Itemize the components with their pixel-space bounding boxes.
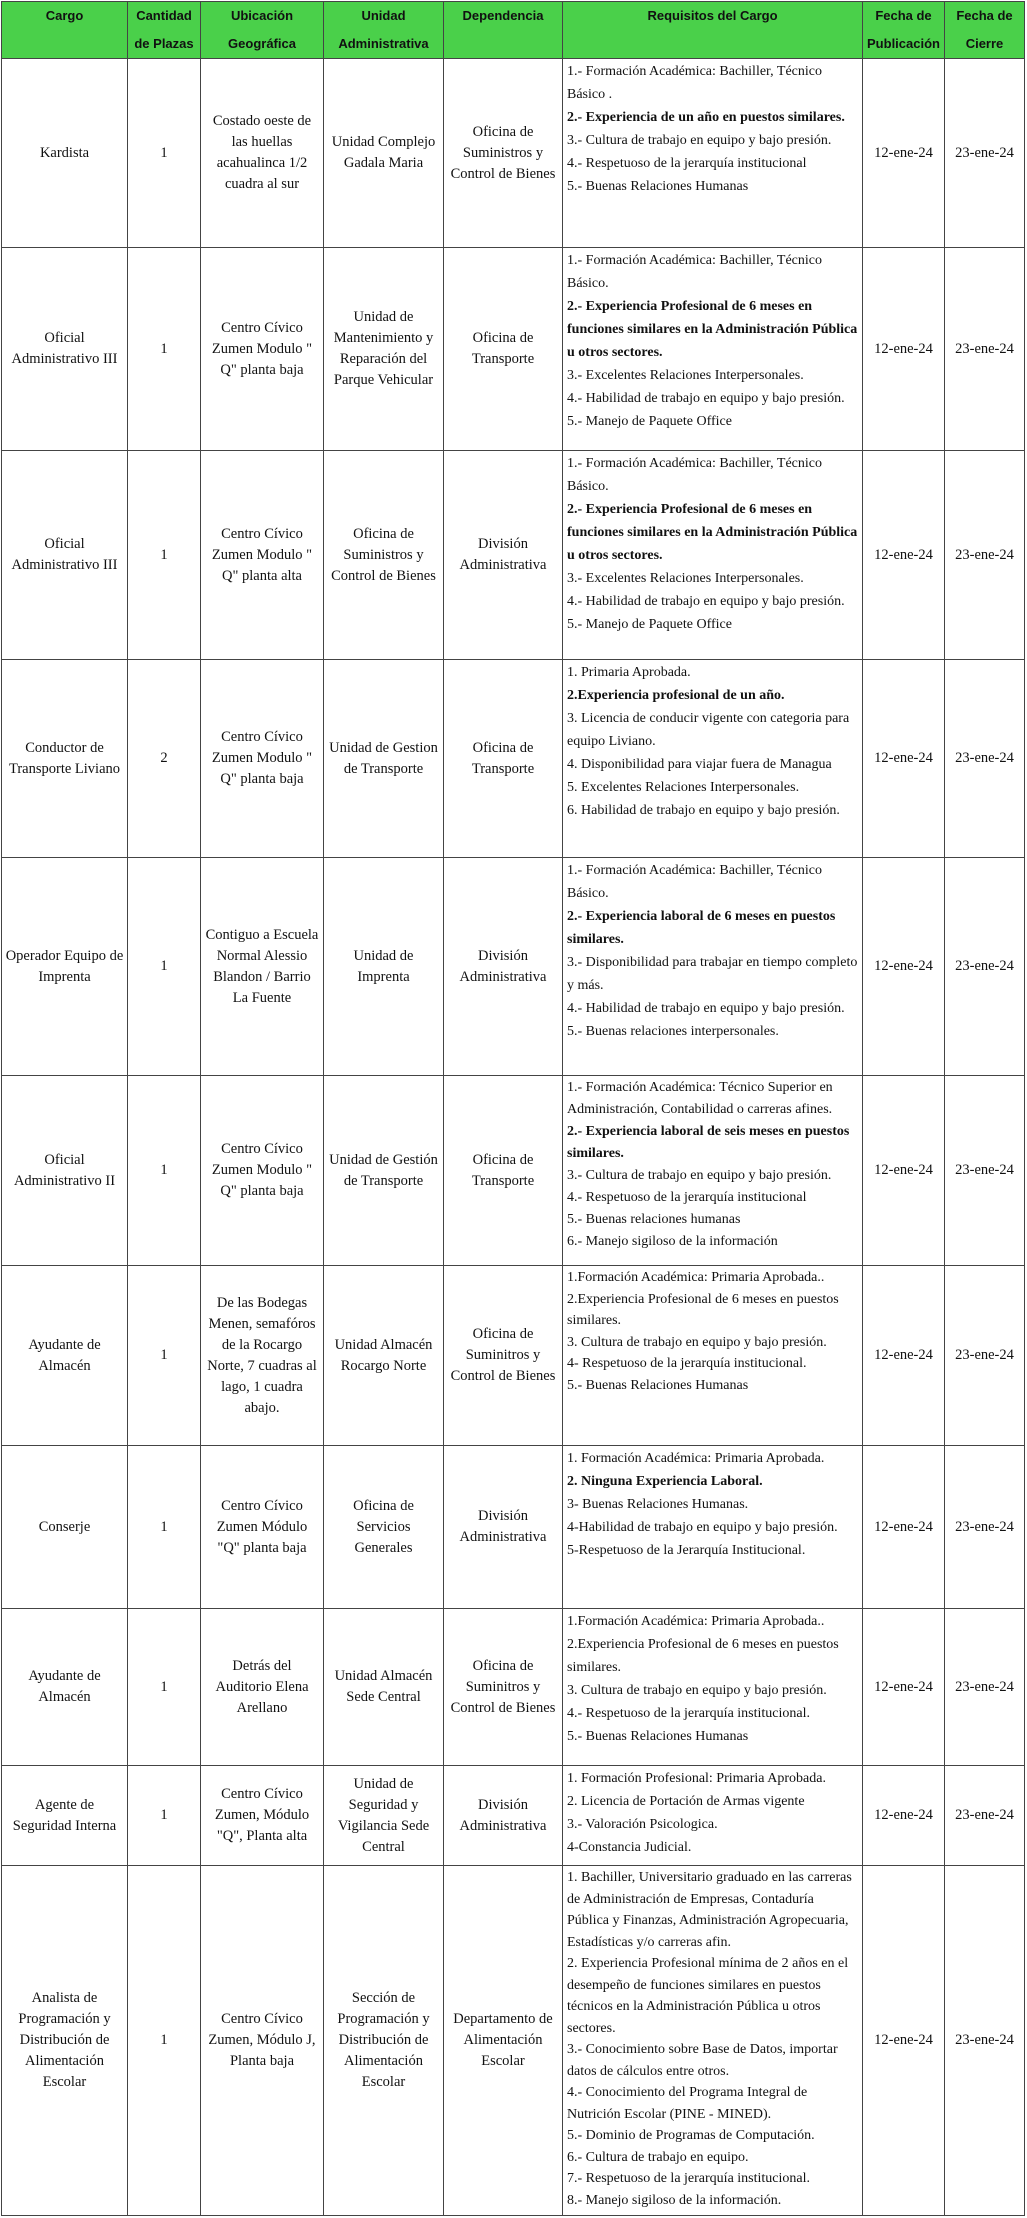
requirement-line: 2.- Experiencia laboral de seis meses en puestos similares. [567, 1124, 850, 1161]
cell-dependencia: División Administrativa [444, 451, 563, 660]
requirement-line: 4.- Habilidad de trabajo en equipo y bajo presión. [567, 594, 845, 609]
cell-cargo: Oficial Administrativo III [2, 248, 128, 451]
header-cargo: Cargo [2, 2, 128, 59]
cell-dependencia: Oficina de Suministros y Control de Bienes [444, 59, 563, 248]
cell-unidad: Sección de Programación y Distribución de Alimentación Escolar [324, 1866, 444, 2216]
cell-fecha-publicacion: 12-ene-24 [863, 248, 945, 451]
table-row [2, 1766, 1025, 1866]
cell-ubicacion: Centro Cívico Zumen Modulo " Q" planta alta [201, 451, 324, 660]
cell-cantidad: 1 [128, 1766, 201, 1866]
cell-unidad: Unidad de Gestion de Transporte [324, 660, 444, 858]
header-ubicacion: Ubicación Geográfica [201, 2, 324, 59]
header-requisitos: Requisitos del Cargo [563, 2, 863, 59]
cell-cantidad: 2 [128, 660, 201, 858]
table-row [2, 1446, 1025, 1609]
requirement-line: 5-Respetuoso de la Jerarquía Institucional. [567, 1543, 806, 1558]
cell-fecha-publicacion: 12-ene-24 [863, 1076, 945, 1266]
cell-ubicacion: Centro Cívico Zumen, Módulo J, Planta baja [201, 1866, 324, 2216]
cell-cantidad: 1 [128, 1266, 201, 1446]
cell-cantidad: 1 [128, 248, 201, 451]
cell-cargo: Ayudante de Almacén [2, 1266, 128, 1446]
cell-cargo: Oficial Administrativo III [2, 451, 128, 660]
cell-fecha-publicacion: 12-ene-24 [863, 1609, 945, 1766]
cell-cargo: Conductor de Transporte Liviano [2, 660, 128, 858]
cell-fecha-cierre: 23-ene-24 [945, 1866, 1025, 2216]
requirement-line: 5.- Buenas Relaciones Humanas [567, 1377, 749, 1393]
cell-ubicacion: Detrás del Auditorio Elena Arellano [201, 1609, 324, 1766]
requirement-line: 3. Cultura de trabajo en equipo y bajo presión. [567, 1683, 827, 1698]
requirement-line: 1.- Formación Académica: Bachiller, Técnico Básico. [567, 253, 822, 291]
requirement-line: 2. Ninguna Experiencia Laboral. [567, 1474, 763, 1489]
requirement-line: 1. Formación Académica: Primaria Aprobada. [567, 1451, 825, 1466]
cell-fecha-publicacion: 12-ene-24 [863, 59, 945, 248]
cell-cantidad: 1 [128, 1446, 201, 1609]
cell-cargo: Ayudante de Almacén [2, 1609, 128, 1766]
table-row [2, 858, 1025, 1076]
cell-unidad: Unidad de Imprenta [324, 858, 444, 1076]
cell-ubicacion: Costado oeste de las huellas acahualinca 1/2 cuadra al sur [201, 59, 324, 248]
cell-cantidad: 1 [128, 858, 201, 1076]
requirement-line: 2.- Experiencia Profesional de 6 meses en funciones similares en la Administración Pública u otros sectores. [567, 299, 858, 360]
cell-cargo: Conserje [2, 1446, 128, 1609]
cell-dependencia: División Administrativa [444, 858, 563, 1076]
cell-unidad: Unidad Complejo Gadala Maria [324, 59, 444, 248]
requirement-line: 2.- Experiencia de un año en puestos similares. [567, 110, 845, 125]
cell-requisitos [563, 59, 863, 248]
requirement-line: 1.- Formación Académica: Bachiller, Técnico Básico. [567, 863, 822, 901]
requirement-line: 4.- Conocimiento del Programa Integral de Nutrición Escolar (PINE - MINED). [567, 2085, 808, 2122]
table-row [2, 1866, 1025, 2216]
cell-dependencia: Oficina de Transporte [444, 660, 563, 858]
requirement-line: 4.- Habilidad de trabajo en equipo y bajo presión. [567, 391, 845, 406]
cell-requisitos [563, 1766, 863, 1866]
table-row [2, 1076, 1025, 1266]
cell-dependencia: División Administrativa [444, 1766, 563, 1866]
requirement-line: 5.- Buenas relaciones interpersonales. [567, 1024, 779, 1039]
cell-requisitos [563, 1446, 863, 1609]
cell-fecha-publicacion: 12-ene-24 [863, 660, 945, 858]
cell-requisitos [563, 451, 863, 660]
cell-requisitos [563, 858, 863, 1076]
cell-cargo: Agente de Seguridad Interna [2, 1766, 128, 1866]
cell-requisitos [563, 660, 863, 858]
requirement-line: 3.- Excelentes Relaciones Interpersonales. [567, 368, 804, 383]
cell-fecha-cierre: 23-ene-24 [945, 1446, 1025, 1609]
requirement-line: 3.- Excelentes Relaciones Interpersonales. [567, 571, 804, 586]
cell-dependencia: Oficina de Suminitros y Control de Bienes [444, 1266, 563, 1446]
requirement-line: 1. Bachiller, Universitario graduado en las carreras de Administración de Empresas, Contaduría Pública y Finanzas, Administración Agropecuaria, Estadísticas y/o carreras afin. [567, 1870, 852, 1950]
table-row [2, 248, 1025, 451]
requirement-line: 5.- Manejo de Paquete Office [567, 414, 732, 429]
requirement-line: 5.- Manejo de Paquete Office [567, 617, 732, 632]
cell-unidad: Unidad de Mantenimiento y Reparación del Parque Vehicular [324, 248, 444, 451]
cell-fecha-publicacion: 12-ene-24 [863, 858, 945, 1076]
header-fecha-cierre: Fecha de Cierre [945, 2, 1025, 59]
requirement-line: 3. Licencia de conducir vigente con categoria para equipo Liviano. [567, 711, 850, 749]
cell-requisitos [563, 1076, 863, 1266]
header-row [2, 2, 1025, 59]
requirement-line: 2.Experiencia Profesional de 6 meses en puestos similares. [567, 1291, 839, 1328]
requirement-line: 7.- Respetuoso de la jerarquía institucional. [567, 2171, 810, 2186]
table-row [2, 660, 1025, 858]
cell-fecha-cierre: 23-ene-24 [945, 1766, 1025, 1866]
requirement-line: 6.- Manejo sigiloso de la información [567, 1234, 778, 1249]
cell-cargo: Oficial Administrativo II [2, 1076, 128, 1266]
cell-requisitos [563, 1866, 863, 2216]
requirement-line: 3- Buenas Relaciones Humanas. [567, 1497, 749, 1512]
requirement-line: 6.- Cultura de trabajo en equipo. [567, 2149, 749, 2165]
cell-fecha-cierre: 23-ene-24 [945, 1076, 1025, 1266]
requirement-line: 4.- Respetuoso de la jerarquía institucional [567, 156, 807, 171]
cell-ubicacion: De las Bodegas Menen, semafóros de la Rocargo Norte, 7 cuadras al lago, 1 cuadra abajo. [201, 1266, 324, 1446]
cell-requisitos [563, 248, 863, 451]
header-fecha-publicacion: Fecha de Publicación [863, 2, 945, 59]
cell-cantidad: 1 [128, 59, 201, 248]
cell-fecha-publicacion: 12-ene-24 [863, 451, 945, 660]
requirement-line: 1.- Formación Académica: Técnico Superior en Administración, Contabilidad o carreras afines. [567, 1080, 833, 1117]
cell-fecha-cierre: 23-ene-24 [945, 59, 1025, 248]
cell-unidad: Unidad de Gestión de Transporte [324, 1076, 444, 1266]
requirement-line: 4.- Respetuoso de la jerarquía institucional [567, 1190, 807, 1205]
requirement-line: 5.- Buenas relaciones humanas [567, 1212, 741, 1227]
cell-cargo: Kardista [2, 59, 128, 248]
requirement-line: 4.- Respetuoso de la jerarquía institucional. [567, 1706, 810, 1721]
requirement-line: 2.- Experiencia Profesional de 6 meses en funciones similares en la Administración Pública u otros sectores. [567, 502, 858, 563]
cell-cargo: Analista de Programación y Distribución de Alimentación Escolar [2, 1866, 128, 2216]
cell-ubicacion: Centro Cívico Zumen Módulo "Q" planta baja [201, 1446, 324, 1609]
requirement-line: 1.Formación Académica: Primaria Aprobada.. [567, 1270, 825, 1285]
cell-ubicacion: Centro Cívico Zumen Modulo " Q" planta baja [201, 1076, 324, 1266]
cell-cantidad: 1 [128, 1609, 201, 1766]
table-header [2, 2, 1025, 59]
cell-cantidad: 1 [128, 1866, 201, 2216]
requirement-line: 5.- Buenas Relaciones Humanas [567, 179, 749, 194]
requirement-line: 5. Excelentes Relaciones Interpersonales. [567, 780, 800, 795]
cell-fecha-cierre: 23-ene-24 [945, 858, 1025, 1076]
cell-fecha-publicacion: 12-ene-24 [863, 1866, 945, 2216]
requirement-line: 2.- Experiencia laboral de 6 meses en puestos similares. [567, 909, 836, 947]
table-row [2, 1609, 1025, 1766]
requirement-line: 3.- Cultura de trabajo en equipo y bajo presión. [567, 133, 832, 148]
requirement-line: 2. Licencia de Portación de Armas vigente [567, 1794, 805, 1809]
cell-cantidad: 1 [128, 1076, 201, 1266]
requirement-line: 4-Habilidad de trabajo en equipo y bajo presión. [567, 1520, 838, 1535]
cell-ubicacion: Centro Cívico Zumen, Módulo "Q", Planta alta [201, 1766, 324, 1866]
header-dependencia: Dependencia [444, 2, 563, 59]
requirement-line: 3.- Valoración Psicologica. [567, 1817, 718, 1832]
cell-ubicacion: Centro Cívico Zumen Modulo " Q" planta baja [201, 660, 324, 858]
requirement-line: 8.- Manejo sigiloso de la información. [567, 2192, 782, 2208]
cell-fecha-publicacion: 12-ene-24 [863, 1446, 945, 1609]
cell-unidad: Unidad Almacén Sede Central [324, 1609, 444, 1766]
requirement-line: 4- Respetuoso de la jerarquía institucional. [567, 1356, 807, 1371]
requirement-line: 1. Primaria Aprobada. [567, 665, 691, 680]
header-unidad: Unidad Administrativa [324, 2, 444, 59]
cell-unidad: Oficina de Suministros y Control de Bienes [324, 451, 444, 660]
requirement-line: 2.Experiencia profesional de un año. [567, 688, 785, 703]
cell-unidad: Unidad Almacén Rocargo Norte [324, 1266, 444, 1446]
table-body [2, 59, 1025, 2216]
cell-fecha-cierre: 23-ene-24 [945, 1266, 1025, 1446]
cell-unidad: Oficina de Servicios Generales [324, 1446, 444, 1609]
cell-ubicacion: Centro Cívico Zumen Modulo " Q" planta baja [201, 248, 324, 451]
requirement-line: 1.Formación Académica: Primaria Aprobada.. [567, 1614, 825, 1629]
requirement-line: 1.- Formación Académica: Bachiller, Técnico Básico . [567, 64, 822, 102]
cell-fecha-cierre: 23-ene-24 [945, 1609, 1025, 1766]
table-row [2, 451, 1025, 660]
requirement-line: 5.- Buenas Relaciones Humanas [567, 1729, 749, 1744]
cell-requisitos [563, 1266, 863, 1446]
cell-fecha-publicacion: 12-ene-24 [863, 1266, 945, 1446]
cell-dependencia: Oficina de Transporte [444, 248, 563, 451]
table-row [2, 59, 1025, 248]
requirement-line: 4. Disponibilidad para viajar fuera de Managua [567, 757, 832, 772]
cell-dependencia: División Administrativa [444, 1446, 563, 1609]
cell-dependencia: Oficina de Transporte [444, 1076, 563, 1266]
cell-cargo: Operador Equipo de Imprenta [2, 858, 128, 1076]
cell-cantidad: 1 [128, 451, 201, 660]
requirement-line: 6. Habilidad de trabajo en equipo y bajo presión. [567, 803, 840, 818]
requirement-line: 3.- Cultura de trabajo en equipo y bajo presión. [567, 1168, 832, 1183]
requirement-line: 3.- Disponibilidad para trabajar en tiempo completo y más. [567, 955, 858, 993]
requirement-line: 2. Experiencia Profesional mínima de 2 años en el desempeño de funciones similares en puestos técnicos en la Administración Pública u otros sectores. [567, 1956, 849, 2036]
cell-dependencia: Oficina de Suminitros y Control de Bienes [444, 1609, 563, 1766]
vacancies-table [1, 1, 1025, 2216]
requirement-line: 2.Experiencia Profesional de 6 meses en puestos similares. [567, 1637, 839, 1675]
requirement-line: 3. Cultura de trabajo en equipo y bajo presión. [567, 1334, 827, 1350]
requirement-line: 3.- Conocimiento sobre Base de Datos, importar datos de cálculos entre otros. [567, 2042, 838, 2079]
cell-fecha-cierre: 23-ene-24 [945, 451, 1025, 660]
cell-requisitos [563, 1609, 863, 1766]
requirement-line: 4.- Habilidad de trabajo en equipo y bajo presión. [567, 1001, 845, 1016]
cell-fecha-cierre: 23-ene-24 [945, 660, 1025, 858]
cell-unidad: Unidad de Seguridad y Vigilancia Sede Central [324, 1766, 444, 1866]
cell-ubicacion: Contiguo a Escuela Normal Alessio Blandon / Barrio La Fuente [201, 858, 324, 1076]
header-cantidad: Cantidad de Plazas [128, 2, 201, 59]
cell-dependencia: Departamento de Alimentación Escolar [444, 1866, 563, 2216]
requirement-line: 1. Formación Profesional: Primaria Aprobada. [567, 1771, 826, 1786]
cell-fecha-cierre: 23-ene-24 [945, 248, 1025, 451]
table-row [2, 1266, 1025, 1446]
requirement-line: 5.- Dominio de Programas de Computación. [567, 2128, 815, 2143]
requirement-line: 1.- Formación Académica: Bachiller, Técnico Básico. [567, 456, 822, 494]
cell-fecha-publicacion: 12-ene-24 [863, 1766, 945, 1866]
requirement-line: 4-Constancia Judicial. [567, 1840, 692, 1855]
